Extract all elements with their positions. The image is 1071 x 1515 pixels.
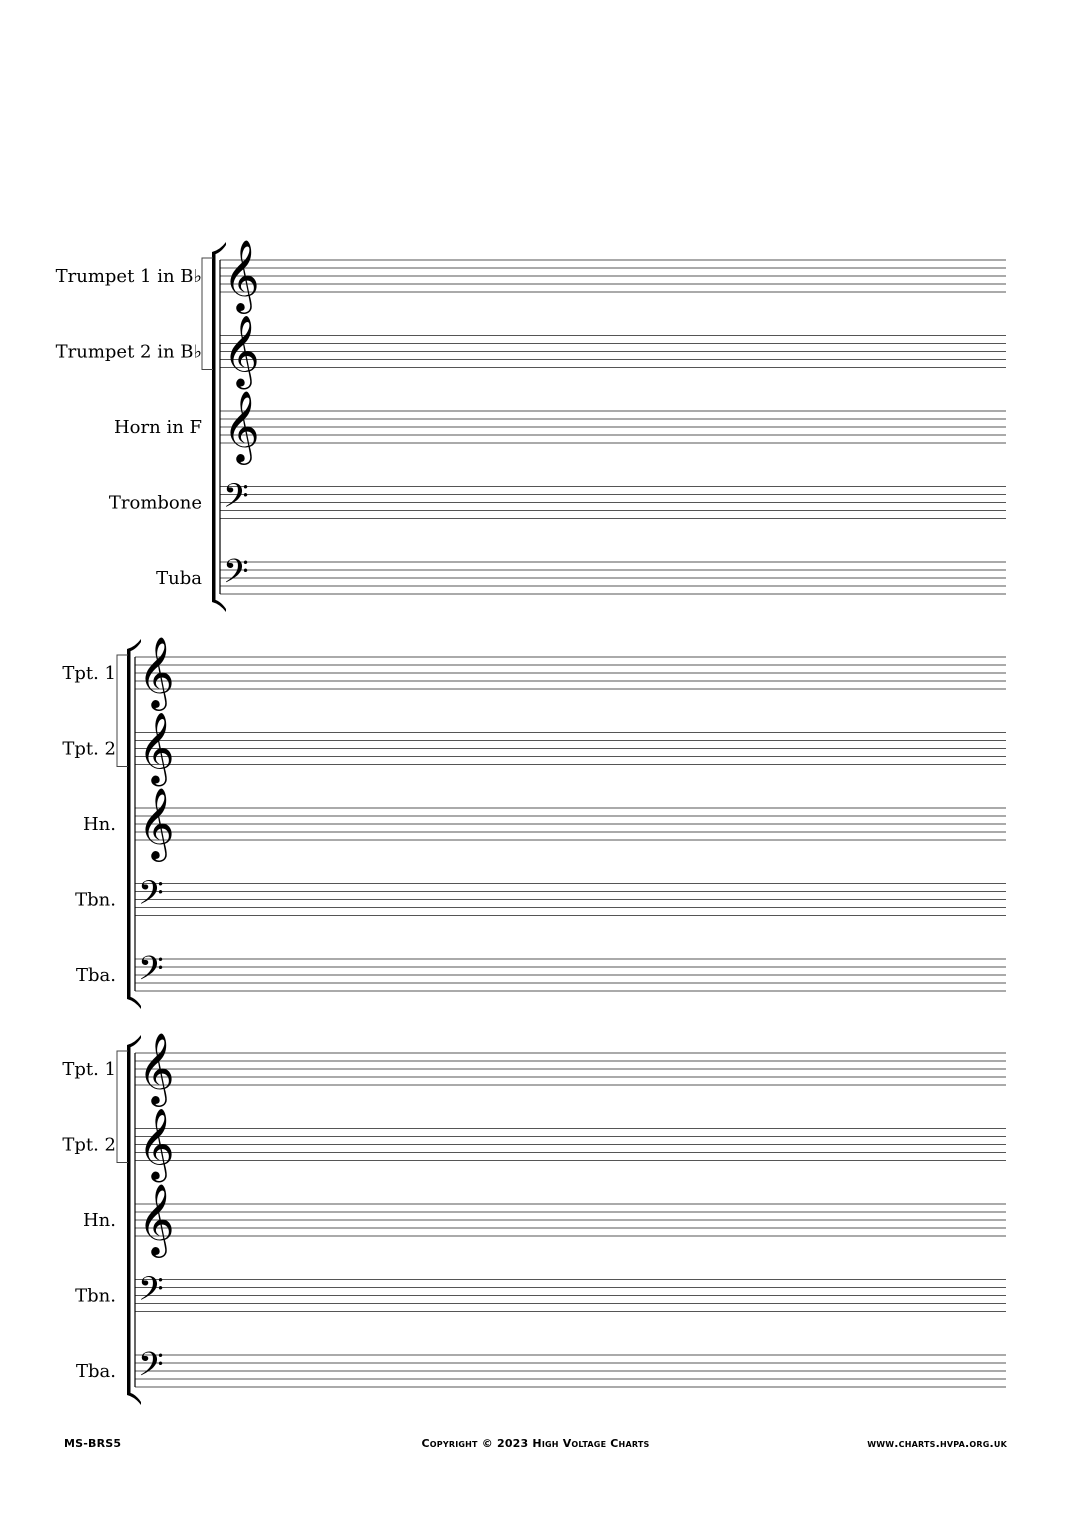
instrument-label: Tpt. 1 (62, 663, 116, 684)
website-url: www.charts.hvpa.org.uk (867, 1437, 1007, 1450)
treble-clef-icon: 𝄞 (223, 238, 260, 311)
bass-clef-icon: 𝄢 (138, 874, 164, 921)
bass-clef-icon: 𝄢 (138, 1346, 164, 1392)
instrument-label: Tbn. (75, 889, 116, 911)
instrument-label: Trumpet 2 in B♭ (55, 341, 202, 363)
staff (135, 1346, 1006, 1392)
instrument-label: Tuba (156, 568, 202, 589)
treble-clef-icon: 𝄞 (138, 1106, 175, 1180)
treble-clef-icon: 𝄞 (138, 635, 175, 708)
instrument-label: Horn in F (113, 417, 202, 438)
instrument-label: Tba. (76, 965, 116, 986)
staff (135, 950, 1006, 996)
instrument-label: Tpt. 2 (62, 1134, 116, 1156)
instrument-label: Tbn. (75, 1285, 116, 1307)
bass-clef-icon: 𝄢 (223, 477, 249, 524)
staff (220, 389, 1006, 465)
instrument-label: Trumpet 1 in B♭ (55, 266, 202, 287)
staff (135, 711, 1006, 787)
staff (220, 314, 1006, 390)
bracket-bottom-hook (127, 996, 141, 1009)
treble-clef-icon: 𝄞 (138, 1182, 175, 1255)
treble-clef-icon: 𝄞 (223, 389, 260, 462)
trumpet-sub-bracket (117, 1051, 128, 1163)
staff (135, 1107, 1006, 1183)
system-1 (56, 238, 1006, 612)
instrument-label: Tba. (76, 1361, 116, 1382)
system-2 (62, 635, 1006, 1009)
instrument-label: Hn. (82, 1210, 116, 1231)
bracket-bottom-hook (127, 1392, 141, 1405)
trumpet-sub-bracket (117, 655, 128, 767)
staff (135, 635, 1006, 711)
instrument-label: Tpt. 2 (62, 738, 116, 760)
staff (135, 786, 1006, 862)
staff (135, 1271, 1006, 1317)
instrument-label: Trombone (108, 492, 202, 514)
bracket (212, 252, 216, 602)
instrument-label: Hn. (82, 814, 116, 835)
bass-clef-icon: 𝄢 (223, 553, 249, 599)
staff (220, 478, 1006, 524)
staff (220, 553, 1006, 599)
instrument-label: Tpt. 1 (62, 1059, 116, 1080)
bracket-bottom-hook (212, 599, 226, 612)
bass-clef-icon: 𝄢 (138, 950, 164, 996)
staff (135, 1182, 1006, 1258)
bass-clef-icon: 𝄢 (138, 1270, 164, 1317)
treble-clef-icon: 𝄞 (138, 1031, 175, 1104)
system-3 (62, 1031, 1006, 1405)
bracket (127, 649, 131, 999)
staff (220, 238, 1006, 314)
bracket (127, 1045, 131, 1395)
staff (135, 875, 1006, 921)
copyright-notice: Copyright © 2023 High Voltage Charts (421, 1437, 650, 1450)
catalog-number: MS-BRS5 (64, 1437, 122, 1450)
treble-clef-icon: 𝄞 (138, 710, 175, 784)
trumpet-sub-bracket (202, 258, 213, 370)
staff (135, 1031, 1006, 1107)
treble-clef-icon: 𝄞 (223, 313, 260, 387)
treble-clef-icon: 𝄞 (138, 786, 175, 859)
